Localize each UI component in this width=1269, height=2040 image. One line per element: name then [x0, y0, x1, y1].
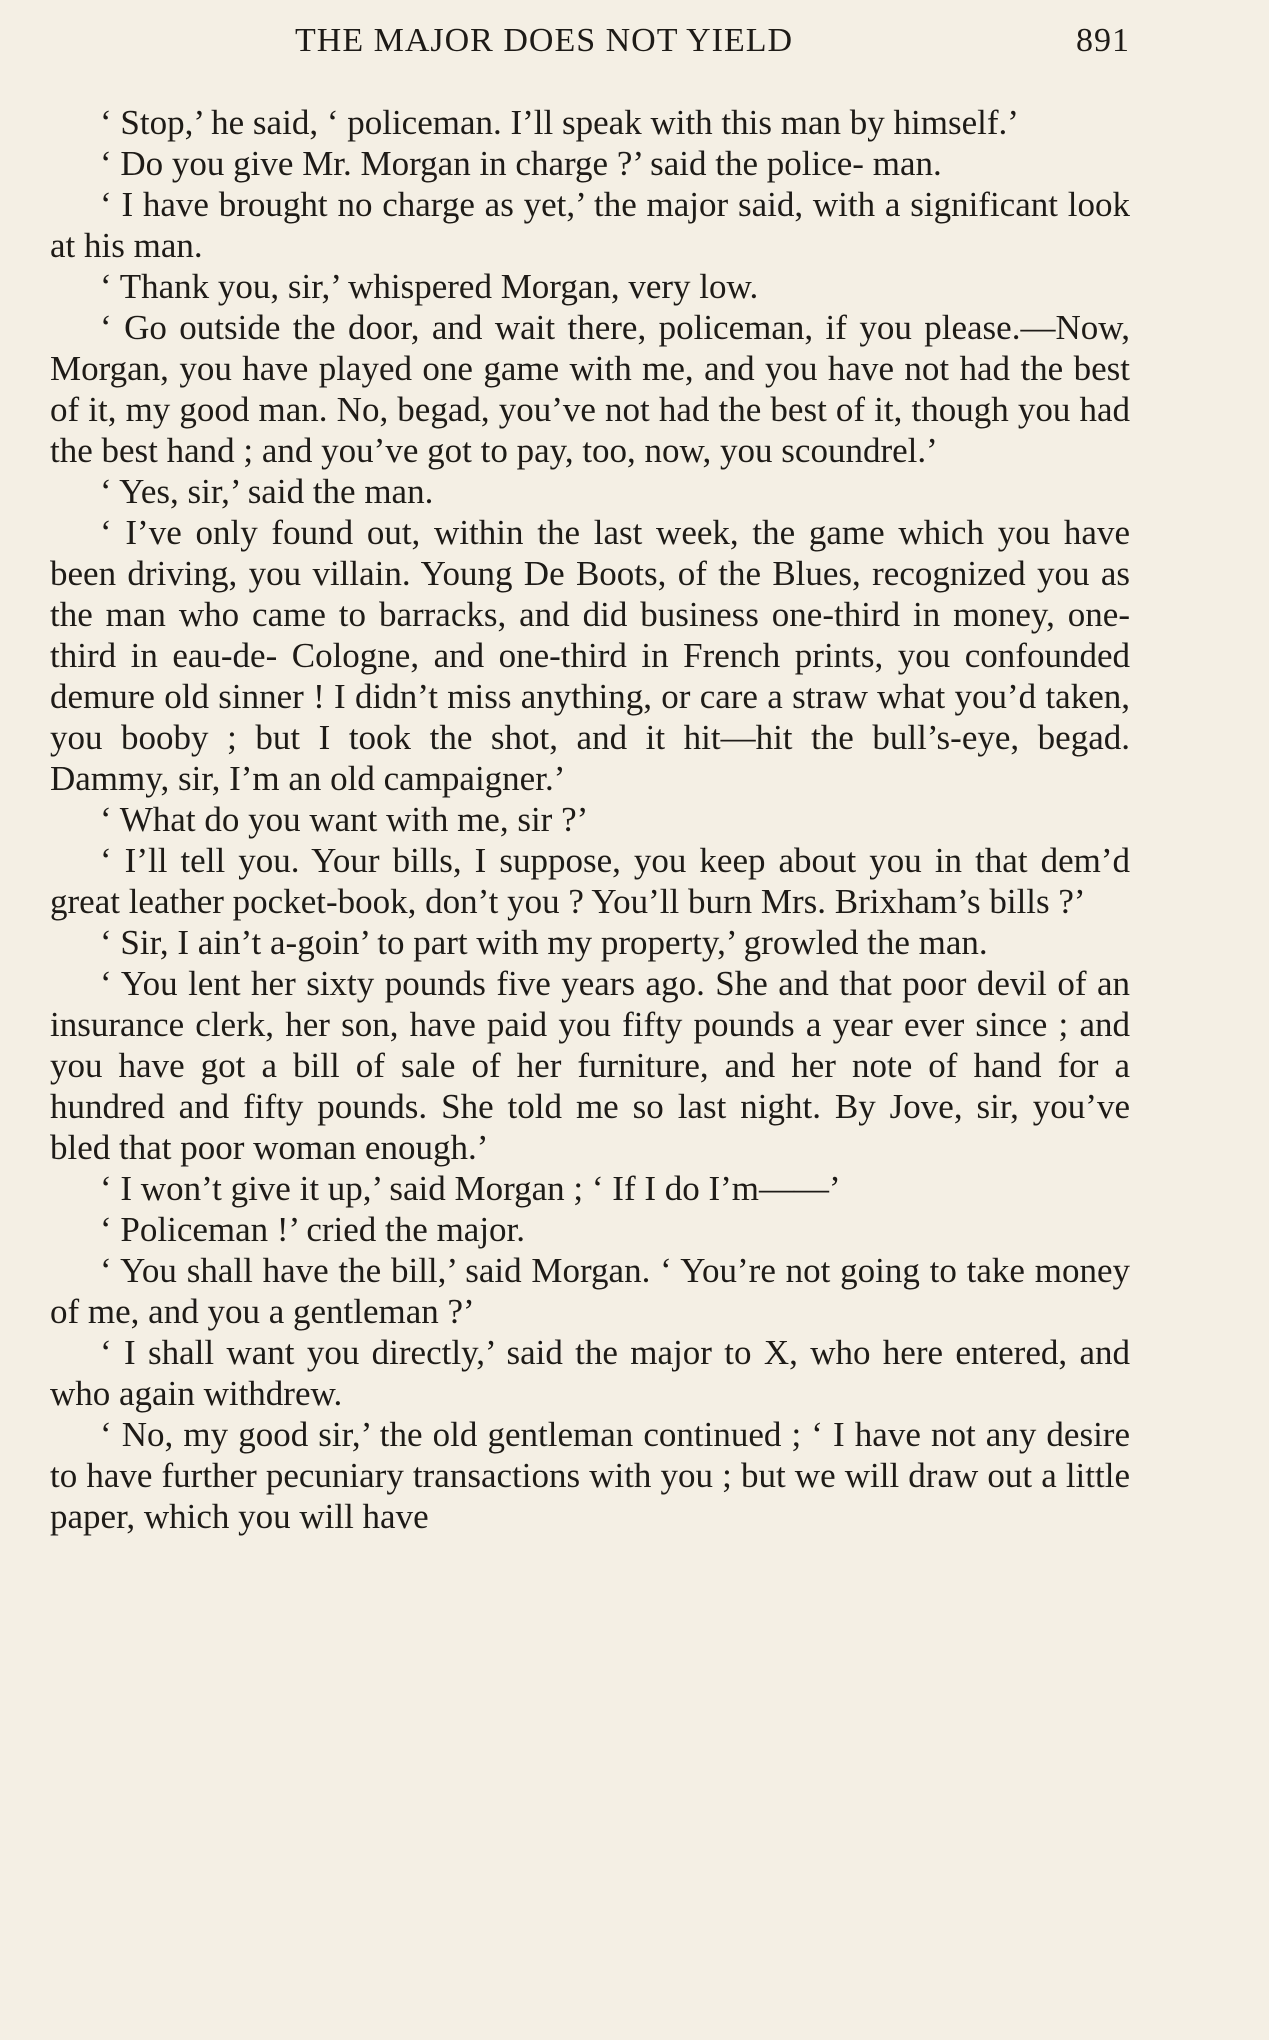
paragraph: ‘ Do you give Mr. Morgan in charge ?’ said the police- man.: [100, 144, 942, 183]
body-text: [50, 102, 1130, 1537]
paragraph: ‘ I’ll tell you. Your bills, I suppose, you keep about you in that dem’d great leather pocket-book, don’t you ? You’ll burn Mrs. Brixham’s bills ?’: [50, 841, 1130, 921]
page-header: [295, 22, 1130, 72]
paragraph: ‘ I won’t give it up,’ said Morgan ; ‘ If I do I’m——’: [100, 1169, 841, 1208]
running-title: THE MAJOR DOES NOT YIELD: [295, 22, 794, 59]
paragraph: ‘ You shall have the bill,’ said Morgan. ‘ You’re not going to take money of me, and you a gentleman ?’: [50, 1251, 1130, 1331]
paragraph: ‘ I’ve only found out, within the last week, the game which you have been driving, you villain. Young De Boots, of the Blues, recognized you as the man who came to barracks, and did business one-third in money, one-third in eau-de- Cologne, and one-third in French prints, you confounded demure old sinner ! I didn’t miss anything, or care a straw what you’d taken, you booby ; but I took the shot, and it hit—hit the bull’s-eye, begad. Dammy, sir, I’m an old campaigner.’: [50, 513, 1130, 798]
paragraph: ‘ No, my good sir,’ the old gentleman continued ; ‘ I have not any desire to have further pecuniary transactions with you ; but we will draw out a little paper, which you will have: [50, 1415, 1130, 1536]
paragraph: ‘ What do you want with me, sir ?’: [100, 800, 589, 839]
page-number: 891: [1076, 22, 1130, 59]
paragraph: ‘ Go outside the door, and wait there, policeman, if you please.—Now, Morgan, you have played one game with me, and you have not had the best of it, my good man. No, begad, you’ve not had the best of it, though you had the best hand ; and you’ve got to pay, too, now, you scoundrel.’: [50, 308, 1130, 470]
paragraph: ‘ Yes, sir,’ said the man.: [100, 472, 434, 511]
paragraph: ‘ Sir, I ain’t a-goin’ to part with my property,’ growled the man.: [100, 923, 988, 962]
paragraph: ‘ Thank you, sir,’ whispered Morgan, very low.: [100, 267, 759, 306]
paragraph: ‘ You lent her sixty pounds five years ago. She and that poor devil of an insurance clerk, her son, have paid you fifty pounds a year ever since ; and you have got a bill of sale of her furniture, and her note of hand for a hundred and fifty pounds. She told me so last night. By Jove, sir, you’ve bled that poor woman enough.’: [50, 964, 1130, 1167]
paragraph: ‘ Stop,’ he said, ‘ policeman. I’ll speak with this man by himself.’: [100, 103, 1019, 142]
paragraph: ‘ I have brought no charge as yet,’ the major said, with a significant look at his man.: [50, 185, 1130, 265]
paragraph: ‘ I shall want you directly,’ said the major to X, who here entered, and who again withdrew.: [50, 1333, 1130, 1413]
paragraph: ‘ Policeman !’ cried the major.: [100, 1210, 526, 1249]
